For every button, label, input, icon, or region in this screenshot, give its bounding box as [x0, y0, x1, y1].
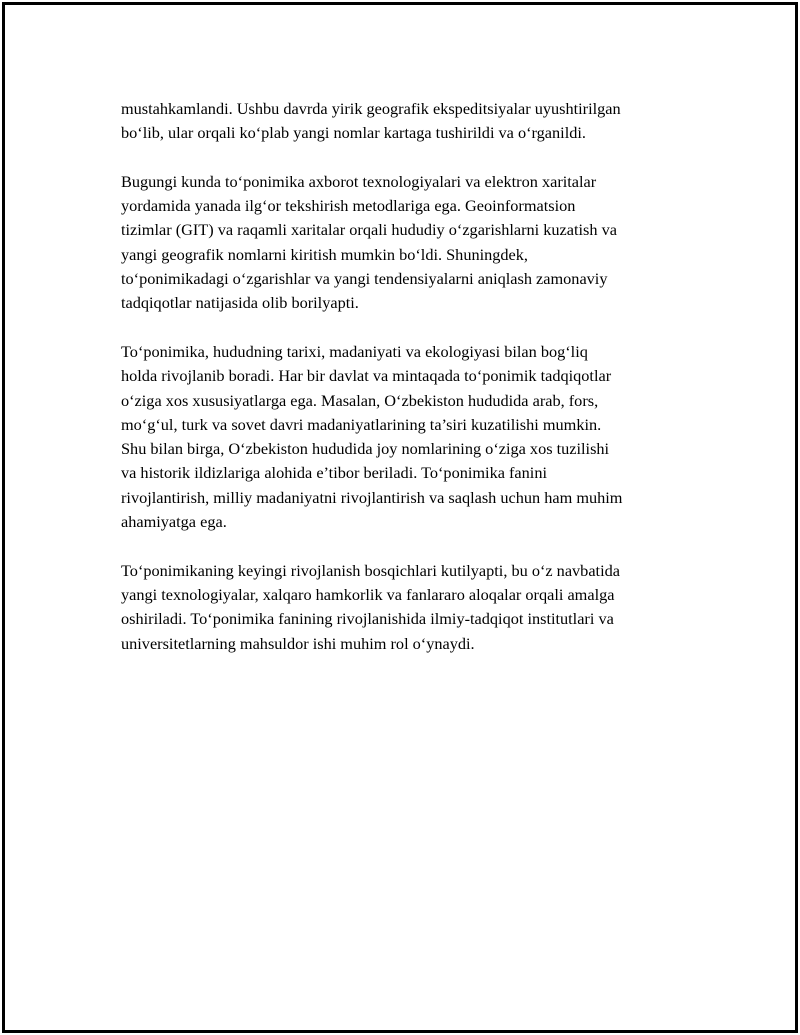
text-line: To‘ponimikaning keyingi rivojlanish bosqichlari kutilyapti, bu o‘z navbatida	[121, 560, 620, 580]
text-line: to‘ponimikadagi o‘zgarishlar va yangi tendensiyalarni aniqlash zamonaviy	[121, 269, 608, 289]
text-line: yangi texnologiyalar, xalqaro hamkorlik va fanlararo aloqalar orqali amalga	[121, 584, 615, 604]
text-line: oshiriladi. To‘ponimika fanining rivojlanishida ilmiy-tadqiqot institutlari va	[121, 609, 614, 629]
page-frame	[2, 2, 798, 1033]
text-line: tadqiqotlar natijasida olib borilyapti.	[121, 293, 359, 313]
text-line: Bugungi kunda to‘ponimika axborot texnologiyalari va elektron xaritalar	[121, 171, 597, 191]
text-line: yordamida yanada ilg‘or tekshirish metodlariga ega. Geoinformatsion	[121, 196, 576, 216]
text-line: mustahkamlandi. Ushbu davrda yirik geografik ekspeditsiyalar uyushtirilgan	[121, 99, 621, 118]
paragraph-4	[121, 559, 701, 656]
text-line: rivojlantirish, milliy madaniyatni rivojlantirish va saqlash uchun ham muhim	[121, 487, 623, 507]
text-line: va historik ildizlariga alohida e’tibor beriladi. To‘ponimika fanini	[121, 463, 547, 483]
paragraph-3	[121, 340, 701, 534]
text-line: o‘ziga xos xususiyatlarga ega. Masalan, O‘zbekiston hududida arab, fors,	[121, 390, 599, 410]
paragraph-2	[121, 170, 701, 316]
text-line: holda rivojlanib boradi. Har bir davlat va mintaqada to‘ponimik tadqiqotlar	[121, 366, 612, 386]
text-line: Shu bilan birga, O‘zbekiston hududida joy nomlarining o‘ziga xos tuzilishi	[121, 439, 610, 459]
text-line: universitetlarning mahsuldor ishi muhim rol o‘ynaydi.	[121, 633, 475, 653]
document-body	[121, 97, 701, 680]
text-line: ahamiyatga ega.	[121, 512, 227, 532]
text-line: tizimlar (GIT) va raqamli xaritalar orqali hududiy o‘zgarishlarni kuzatish va	[121, 220, 617, 240]
paragraph-1	[121, 97, 701, 146]
text-line: yangi geografik nomlarni kiritish mumkin bo‘ldi. Shuningdek,	[121, 244, 528, 264]
text-line: mo‘g‘ul, turk va sovet davri madaniyatlarining ta’siri kuzatilishi mumkin.	[121, 414, 602, 434]
text-line: To‘ponimika, hududning tarixi, madaniyati va ekologiyasi bilan bog‘liq	[121, 341, 588, 361]
text-line: bo‘lib, ular orqali ko‘plab yangi nomlar kartaga tushirildi va o‘rganildi.	[121, 123, 586, 143]
